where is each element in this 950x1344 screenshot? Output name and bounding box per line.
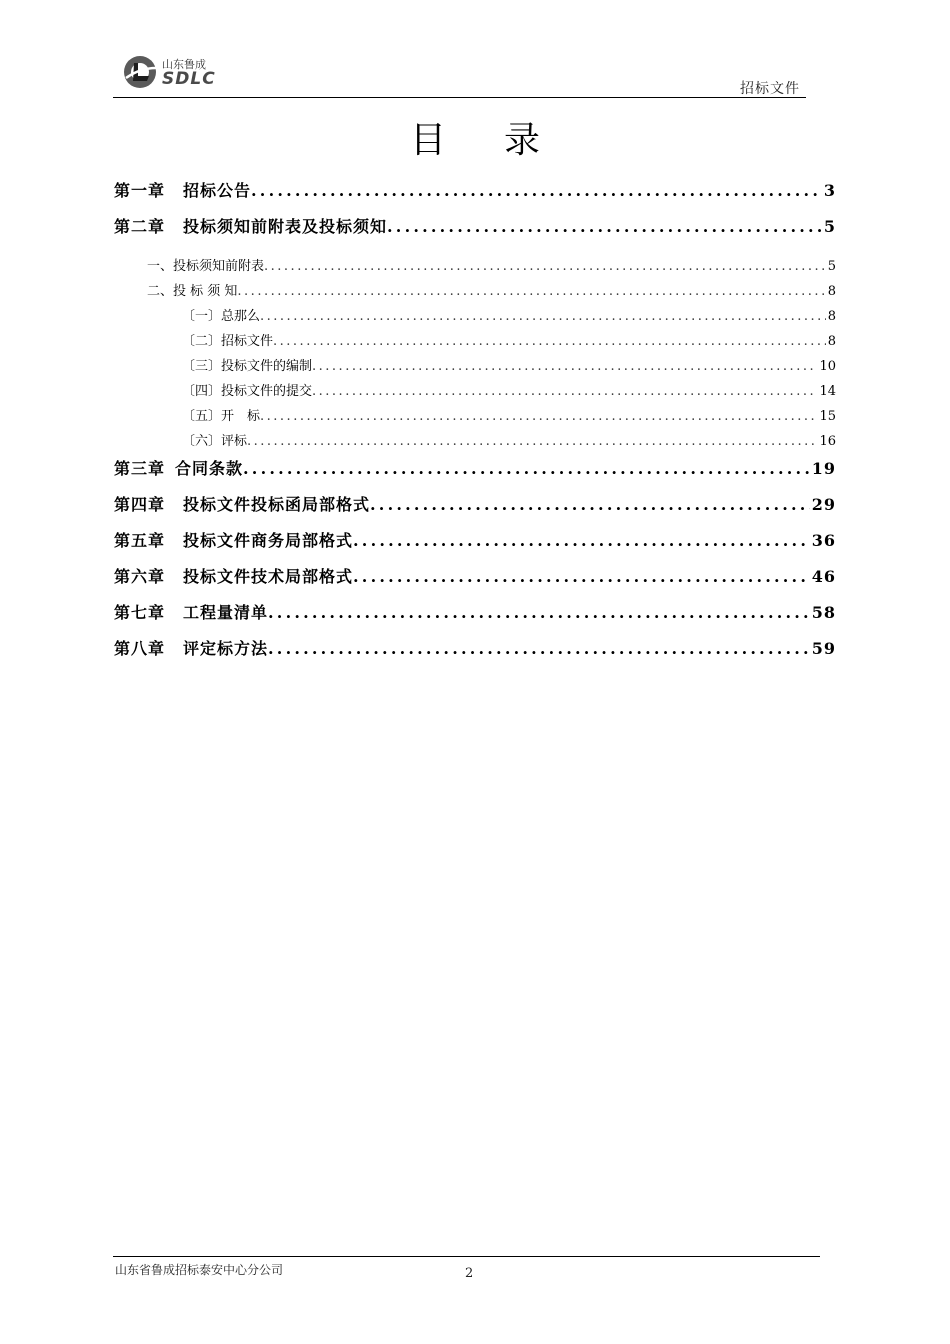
toc-page-number: 58 [811, 603, 836, 622]
toc-entry-chapter-6[interactable] [114, 564, 836, 600]
toc-leader-dots [260, 406, 817, 428]
company-logo [122, 54, 232, 90]
toc-leader-dots [268, 600, 810, 626]
toc-page-number: 15 [819, 409, 836, 424]
toc-chapter-number: 第五章 [114, 531, 166, 550]
toc-leader-dots [237, 281, 825, 303]
toc-entry-chapter-7[interactable] [114, 600, 836, 636]
toc-entry-section-2[interactable] [114, 281, 836, 306]
footer-page-number: 2 [465, 1266, 474, 1281]
toc-subsection-number: 〔六〕 [182, 434, 222, 449]
toc-page-number: 46 [811, 567, 836, 586]
toc-leader-dots [251, 178, 822, 204]
toc-entry-chapter-2[interactable] [114, 214, 836, 250]
toc-entry-title: 投标须知前附表及投标须知 [183, 217, 388, 236]
toc-page-number: 5 [823, 217, 836, 236]
toc-chapter-number: 第三章 [114, 459, 166, 478]
toc-entry-chapter-4[interactable] [114, 492, 836, 528]
toc-chapter-number: 第六章 [114, 567, 166, 586]
toc-chapter-number: 第七章 [114, 603, 166, 622]
toc-leader-dots [247, 431, 817, 453]
toc-page-number: 14 [819, 384, 836, 399]
toc-chapter-number: 第一章 [114, 181, 166, 200]
logo-chinese-text: 山东鲁成 [162, 58, 206, 71]
toc-leader-dots [387, 214, 822, 240]
toc-page-number: 59 [811, 639, 836, 658]
toc-entry-title: 招标文件 [221, 334, 274, 349]
toc-leader-dots [260, 306, 826, 328]
toc-page-number: 29 [811, 495, 836, 514]
toc-leader-dots [353, 528, 810, 554]
toc-leader-dots [370, 492, 810, 518]
toc-leader-dots [353, 564, 810, 590]
page-title: 目录 [409, 120, 598, 161]
toc-entry-subsection-5[interactable] [114, 406, 836, 431]
toc-entry-title: 总那么 [221, 309, 261, 324]
toc-leader-dots [268, 636, 810, 662]
toc-page-number: 8 [827, 334, 836, 349]
toc-entry-chapter-8[interactable] [114, 636, 836, 672]
toc-subsection-number: 〔三〕 [182, 359, 222, 374]
toc-entry-subsection-4[interactable] [114, 381, 836, 406]
toc-leader-dots [243, 456, 810, 482]
toc-entry-title: 投标文件的提交 [221, 384, 313, 399]
toc-entry-chapter-1[interactable] [114, 178, 836, 214]
footer-company-name: 山东省鲁成招标泰安中心分公司 [115, 1263, 284, 1277]
toc-entry-subsection-6[interactable] [114, 431, 836, 456]
toc-section-number: 一、 [147, 259, 174, 274]
toc-entry-title: 投标文件商务局部格式 [183, 531, 354, 550]
toc-chapter-number: 第八章 [114, 639, 166, 658]
toc-page-number: 10 [819, 359, 836, 374]
toc-entry-title: 投标文件的编制 [221, 359, 313, 374]
toc-chapter-number: 第二章 [114, 217, 166, 236]
footer-divider [113, 1256, 820, 1257]
toc-subsection-number: 〔一〕 [182, 309, 222, 324]
document-type-label: 招标文件 [740, 81, 800, 97]
toc-subsection-number: 〔五〕 [182, 409, 222, 424]
toc-leader-dots [312, 356, 817, 378]
toc-subsection-number: 〔二〕 [182, 334, 222, 349]
toc-page-number: 19 [811, 459, 836, 478]
toc-entry-title: 评定标方法 [183, 639, 269, 658]
toc-entry-title: 评标 [221, 434, 248, 449]
toc-entry-title: 投标须知前附表 [173, 259, 265, 274]
toc-leader-dots [312, 381, 817, 403]
toc-entry-title: 投 标 须 知 [173, 284, 238, 299]
toc-chapter-number: 第四章 [114, 495, 166, 514]
toc-section-number: 二、 [147, 284, 174, 299]
toc-page-number: 3 [823, 181, 836, 200]
logo-english-text: SDLC [162, 69, 216, 89]
toc-entry-section-1[interactable] [114, 256, 836, 281]
toc-subsection-number: 〔四〕 [182, 384, 222, 399]
toc-entry-subsection-1[interactable] [114, 306, 836, 331]
toc-entry-title: 招标公告 [183, 181, 252, 200]
toc-entry-chapter-3[interactable] [114, 456, 836, 492]
table-of-contents [114, 178, 836, 672]
toc-entry-title: 工程量清单 [183, 603, 269, 622]
toc-entry-title: 投标文件投标函局部格式 [183, 495, 371, 514]
toc-entry-title: 投标文件技术局部格式 [183, 567, 354, 586]
toc-page-number: 36 [811, 531, 836, 550]
toc-entry-chapter-5[interactable] [114, 528, 836, 564]
toc-entry-subsection-2[interactable] [114, 331, 836, 356]
toc-leader-dots [264, 256, 826, 278]
toc-entry-subsection-3[interactable] [114, 356, 836, 381]
sdlc-logo-icon [122, 54, 158, 90]
toc-leader-dots [273, 331, 826, 353]
toc-page-number: 8 [827, 284, 836, 299]
toc-entry-title: 合同条款 [175, 459, 244, 478]
toc-entry-title: 开 标 [221, 409, 261, 424]
toc-page-number: 16 [819, 434, 836, 449]
toc-page-number: 8 [827, 309, 836, 324]
toc-page-number: 5 [827, 259, 836, 274]
header-divider [113, 97, 806, 98]
